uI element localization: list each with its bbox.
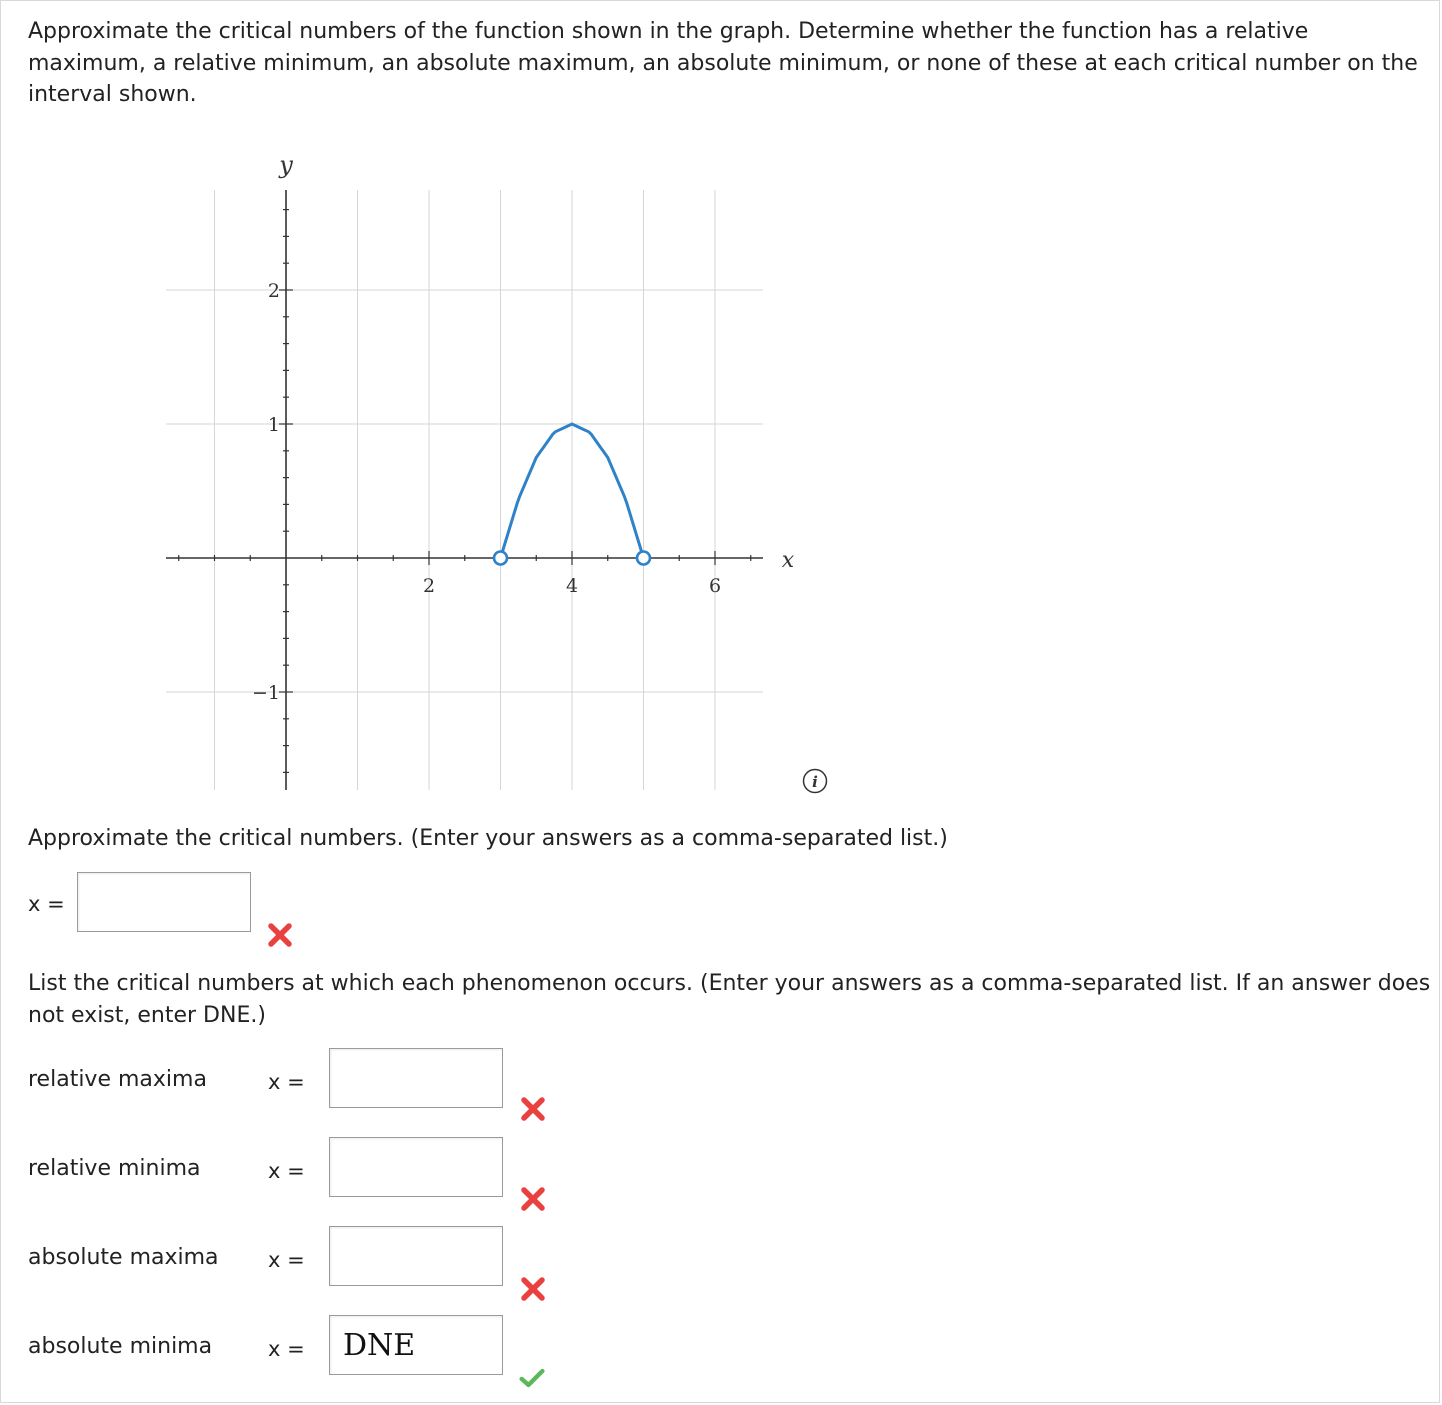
x-tick-label: 2 bbox=[422, 575, 436, 597]
correct-check-icon bbox=[519, 1365, 545, 1391]
x-tick-label: 4 bbox=[565, 575, 579, 597]
question-prompt: Approximate the critical numbers of the function shown in the graph. Determine whether the function has a relative maximum, a relative minimum, an absolute maximum, an absolute minimum, or none of these at each critical number on the interval shown. bbox=[28, 19, 1418, 107]
function-graph bbox=[160, 145, 800, 795]
y-tick-label: −1 bbox=[251, 682, 280, 704]
info-icon[interactable] bbox=[802, 768, 828, 794]
axes bbox=[166, 151, 795, 790]
absolute-minima-x-label: x = bbox=[268, 1337, 305, 1361]
relative-minima-label: relative minima bbox=[28, 1156, 201, 1181]
relative-maxima-x-label: x = bbox=[268, 1070, 305, 1094]
y-tick-label: 1 bbox=[267, 414, 280, 436]
incorrect-x-icon bbox=[520, 1096, 546, 1122]
x-tick-label: 6 bbox=[708, 575, 722, 597]
part2-prompt: List the critical numbers at which each phenomenon occurs. (Enter your answers as a comma-separated list. If an answer does not exist, enter DNE.) bbox=[28, 971, 1431, 1028]
critical-numbers-x-label: x = bbox=[28, 892, 65, 916]
absolute-maxima-label: absolute maxima bbox=[28, 1245, 219, 1270]
absolute-minima-label: absolute minima bbox=[28, 1334, 213, 1359]
critical-numbers-input[interactable] bbox=[77, 872, 251, 932]
relative-minima-input[interactable] bbox=[329, 1137, 503, 1197]
absolute-maxima-x-label: x = bbox=[268, 1248, 305, 1272]
svg-text:i: i bbox=[812, 773, 818, 791]
relative-minima-x-label: x = bbox=[268, 1159, 305, 1183]
relative-maxima-input[interactable] bbox=[329, 1048, 503, 1108]
incorrect-x-icon bbox=[520, 1186, 546, 1212]
absolute-maxima-input[interactable] bbox=[329, 1226, 503, 1286]
part1-prompt: Approximate the critical numbers. (Enter your answers as a comma-separated list.) bbox=[28, 826, 948, 851]
incorrect-x-icon bbox=[267, 922, 293, 948]
absolute-minima-input[interactable] bbox=[329, 1315, 503, 1375]
y-axis-label: y bbox=[279, 151, 293, 179]
incorrect-x-icon bbox=[520, 1276, 546, 1302]
x-axis-label: x bbox=[781, 548, 795, 573]
relative-maxima-label: relative maxima bbox=[28, 1067, 207, 1092]
y-tick-label: 2 bbox=[267, 280, 280, 302]
open-endpoint bbox=[637, 552, 650, 565]
open-endpoint bbox=[494, 552, 507, 565]
